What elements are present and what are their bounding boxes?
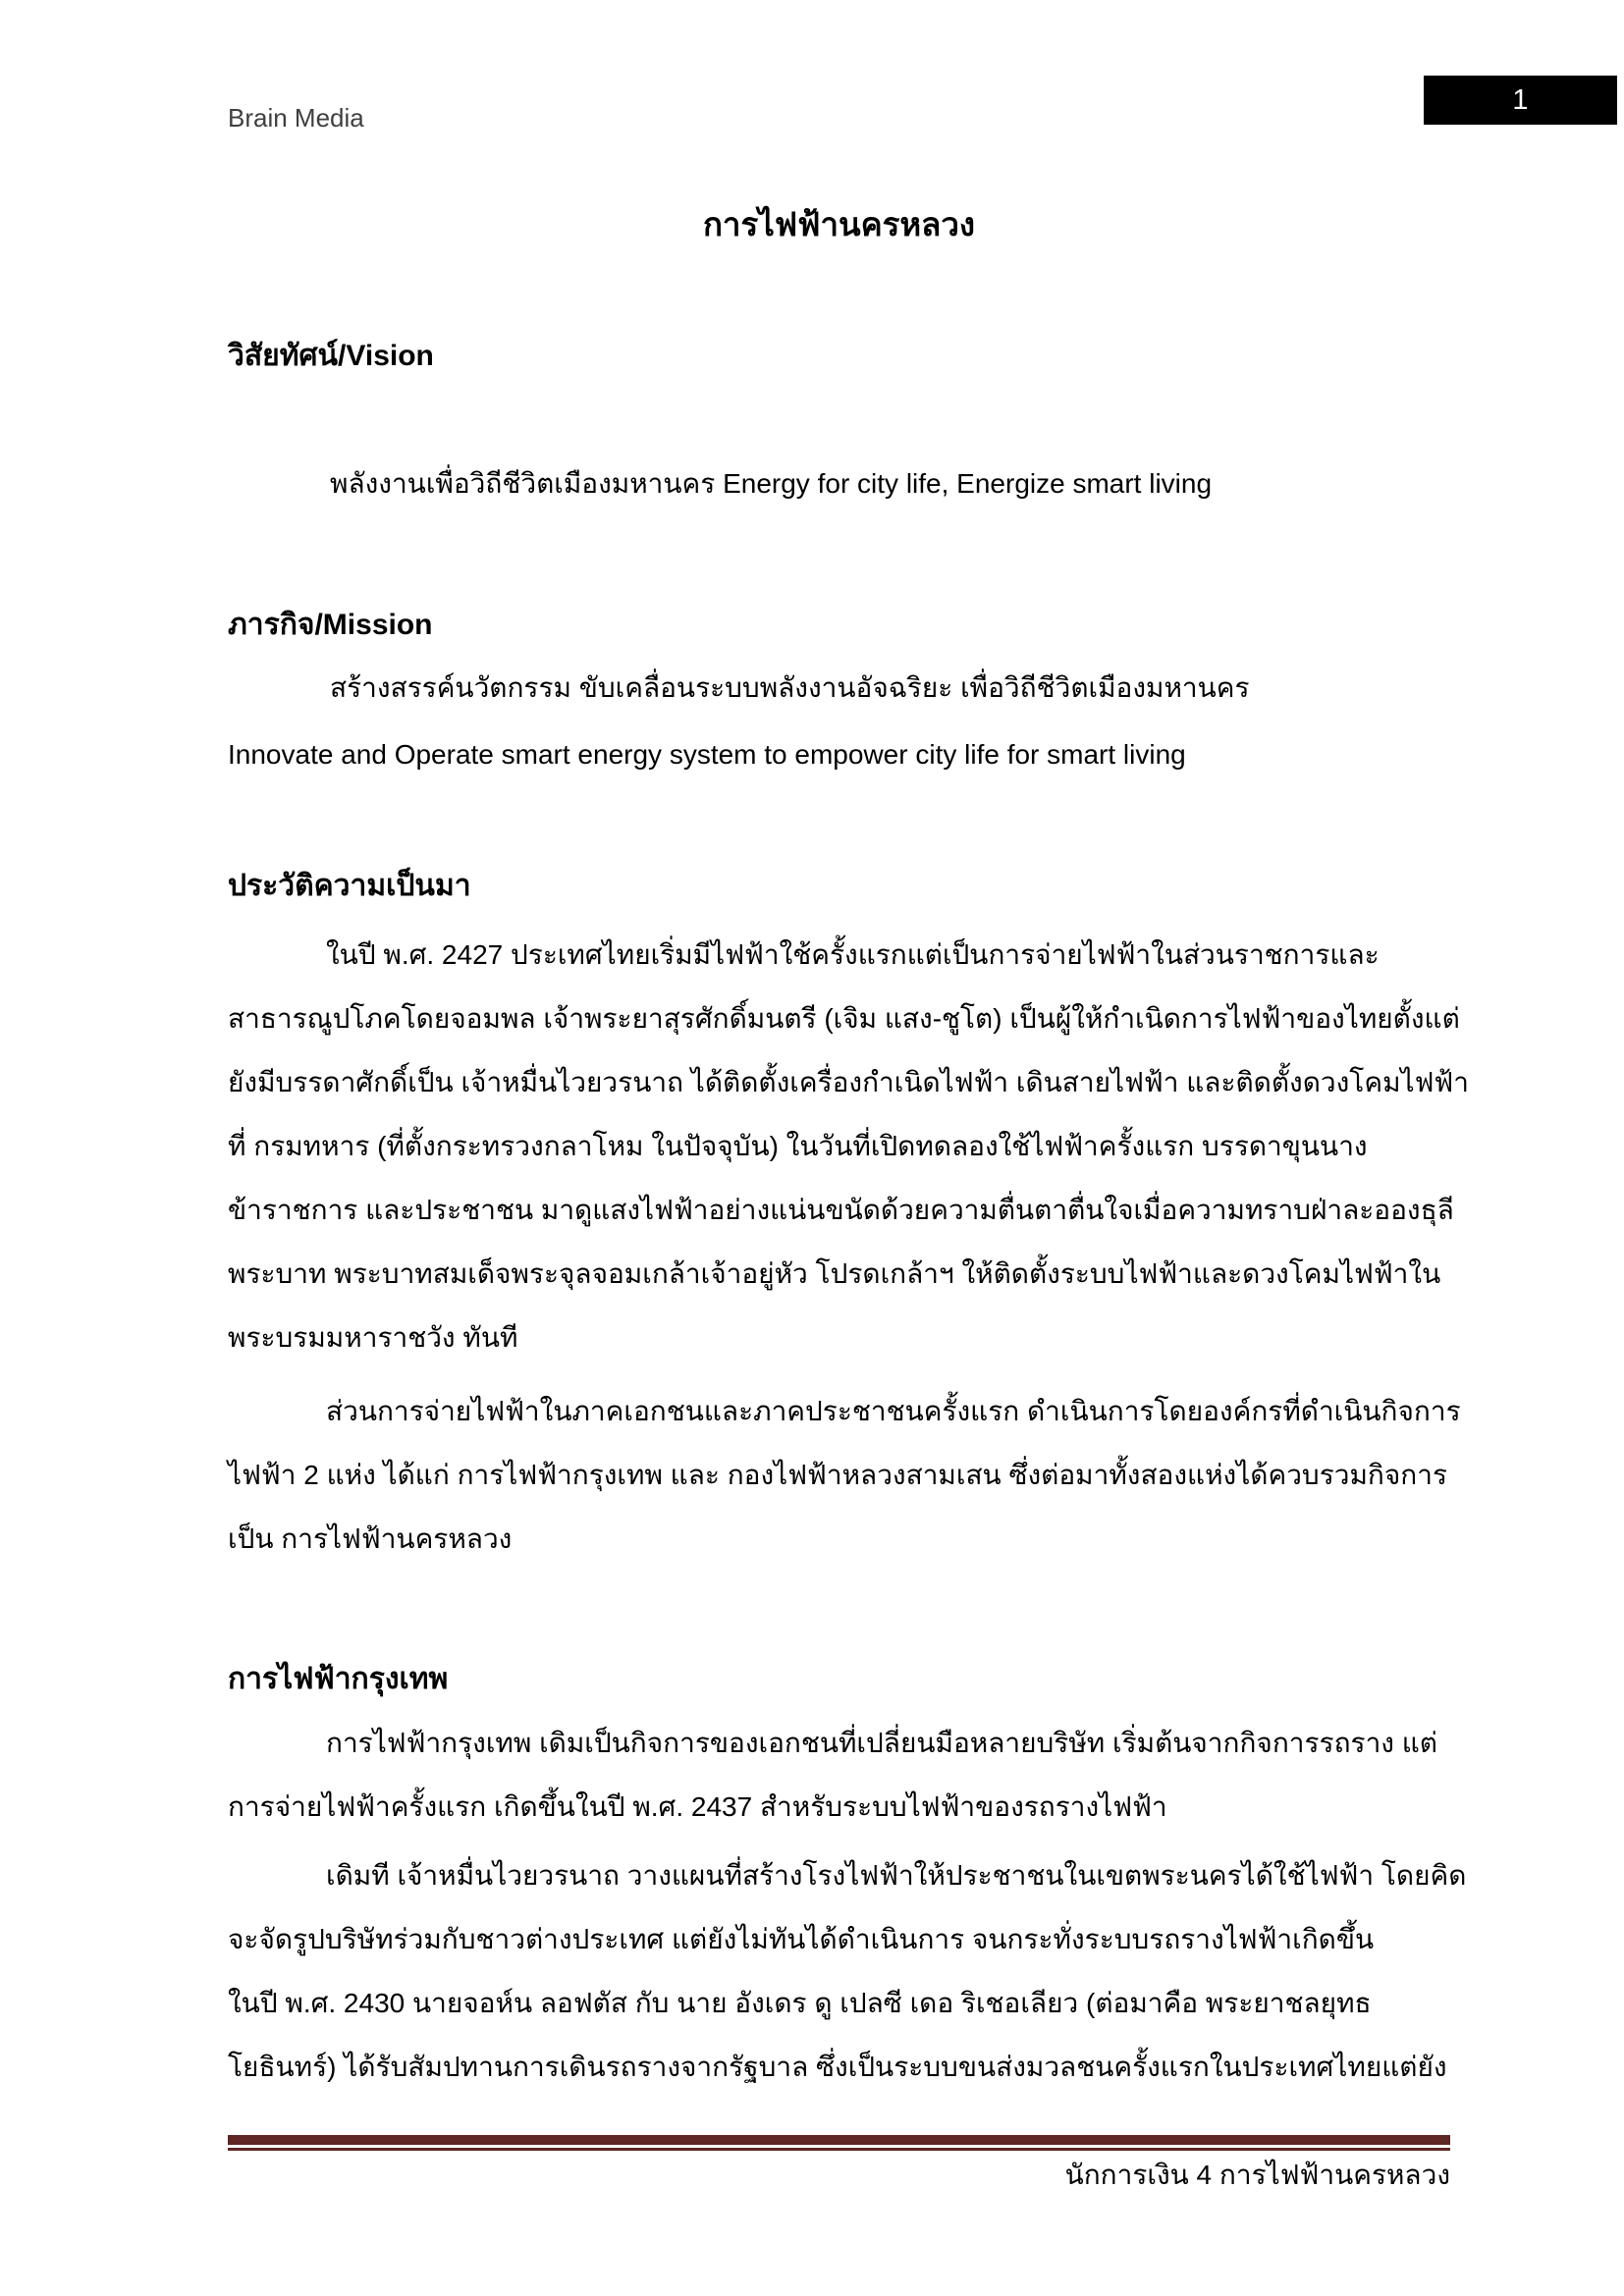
header-brand: Brain Media <box>228 103 364 133</box>
footer-text: นักการเงิน 4 การไฟฟ้านครหลวง <box>1064 2160 1450 2190</box>
footer-rule-thin <box>228 2148 1450 2151</box>
paragraph-line: ในปี พ.ศ. 2427 ประเทศไทยเริ่มมีไฟฟ้าใช้ครั้งแรกแต่เป็นการจ่ายไฟฟ้าในส่วนราชการและ <box>326 939 1380 970</box>
footer-rule-thick <box>228 2135 1450 2145</box>
paragraph-line: พระบรมมหาราชวัง ทันที <box>228 1322 518 1353</box>
paragraph-line: เป็น การไฟฟ้านครหลวง <box>228 1523 513 1554</box>
paragraph-line: ส่วนการจ่ายไฟฟ้าในภาคเอกชนและภาคประชาชนครั้งแรก ดำเนินการโดยองค์กรที่ดำเนินกิจการ <box>326 1396 1461 1426</box>
section-heading-mission: ภารกิจ/Mission <box>228 609 433 641</box>
paragraph-line: เดิมที เจ้าหมื่นไวยวรนาถ วางแผนที่สร้างโรงไฟฟ้าให้ประชาชนในเขตพระนครได้ใช้ไฟฟ้า โดยคิด <box>326 1860 1467 1891</box>
history-paragraph-1 <box>228 923 1469 1369</box>
paragraph-line: ข้าราชการ และประชาชน มาดูแสงไฟฟ้าอย่างแน่นขนัดด้วยความตื่นตาตื่นใจเมื่อความทราบฝ่าละอองธุลี <box>228 1195 1454 1225</box>
paragraph-line: การไฟฟ้ากรุงเทพ เดิมเป็นกิจการของเอกชนที่เปลี่ยนมือหลายบริษัท เริ่มต้นจากกิจการรถราง แต่ <box>326 1728 1437 1758</box>
bangkok-electric-paragraph-2 <box>228 1843 1467 2099</box>
document-title: การไฟฟ้านครหลวง <box>702 206 976 242</box>
paragraph-line: จะจัดรูปบริษัทร่วมกับชาวต่างประเทศ แต่ยังไม่ทันได้ดำเนินการ จนกระทั่งระบบรถรางไฟฟ้าเกิดขึ้น <box>228 1924 1375 1954</box>
paragraph-line: การจ่ายไฟฟ้าครั้งแรก เกิดขึ้นในปี พ.ศ. 2437 สำหรับระบบไฟฟ้าของรถรางไฟฟ้า <box>228 1791 1167 1822</box>
paragraph-line: ยังมีบรรดาศักดิ์เป็น เจ้าหมื่นไวยวรนาถ ได้ติดตั้งเครื่องกำเนิดไฟฟ้า เดินสายไฟฟ้า และติดตั้งดวงโคมไฟฟ้า <box>228 1067 1469 1097</box>
history-paragraph-2 <box>228 1379 1461 1571</box>
paragraph-line: โยธินทร์) ได้รับสัมปทานการเดินรถรางจากรัฐบาล ซึ่งเป็นระบบขนส่งมวลชนครั้งแรกในประเทศไทยแต่ยัง <box>228 2052 1447 2082</box>
vision-statement <box>228 452 1450 515</box>
mission-statement-thai <box>228 656 1450 720</box>
paragraph-line: ที่ กรมทหาร (ที่ตั้งกระทรวงกลาโหม ในปัจจุบัน) ในวันที่เปิดทดลองใช้ไฟฟ้าครั้งแรก บรรดาขุนนาง <box>228 1131 1368 1161</box>
page-number: 1 <box>1512 83 1529 116</box>
section-heading-vision: วิสัยทัศน์/Vision <box>228 340 434 372</box>
paragraph-line: สร้างสรรค์นวัตกรรม ขับเคลื่อนระบบพลังงานอัจฉริยะ เพื่อวิถีชีวิตเมืองมหานคร <box>330 672 1250 703</box>
paragraph-line: พระบาท พระบาทสมเด็จพระจุลจอมเกล้าเจ้าอยู่หัว โปรดเกล้าฯ ให้ติดตั้งระบบไฟฟ้าและดวงโคมไฟฟ้าใน <box>228 1258 1441 1289</box>
paragraph-line: ในปี พ.ศ. 2430 นายจอห์น ลอฟตัส กับ นาย อังเดร ดู เปลซี เดอ ริเชอเลียว (ต่อมาคือ พระยาชลยุทธ <box>228 1988 1372 2018</box>
paragraph-line: สาธารณูปโภคโดยจอมพล เจ้าพระยาสุรศักดิ์มนตรี (เจิม แสง-ชูโต) เป็นผู้ให้กำเนิดการไฟฟ้าของไทยตั้งแต่ <box>228 1003 1460 1034</box>
mission-statement-english <box>228 722 1450 786</box>
page-number-badge <box>1424 76 1617 125</box>
paragraph-line: Innovate and Operate smart energy system to empower city life for smart living <box>228 739 1186 770</box>
bangkok-electric-paragraph-1 <box>228 1711 1450 1839</box>
paragraph-line: ไฟฟ้า 2 แห่ง ได้แก่ การไฟฟ้ากรุงเทพ และ กองไฟฟ้าหลวงสามเสน ซึ่งต่อมาทั้งสองแห่งได้ควบรวมกิจการ <box>228 1460 1447 1490</box>
section-heading-bangkok-electric: การไฟฟ้ากรุงเทพ <box>228 1663 449 1695</box>
paragraph-line: พลังงานเพื่อวิถีชีวิตเมืองมหานคร Energy for city life, Energize smart living <box>330 468 1213 499</box>
section-heading-history: ประวัติความเป็นมา <box>228 870 471 902</box>
